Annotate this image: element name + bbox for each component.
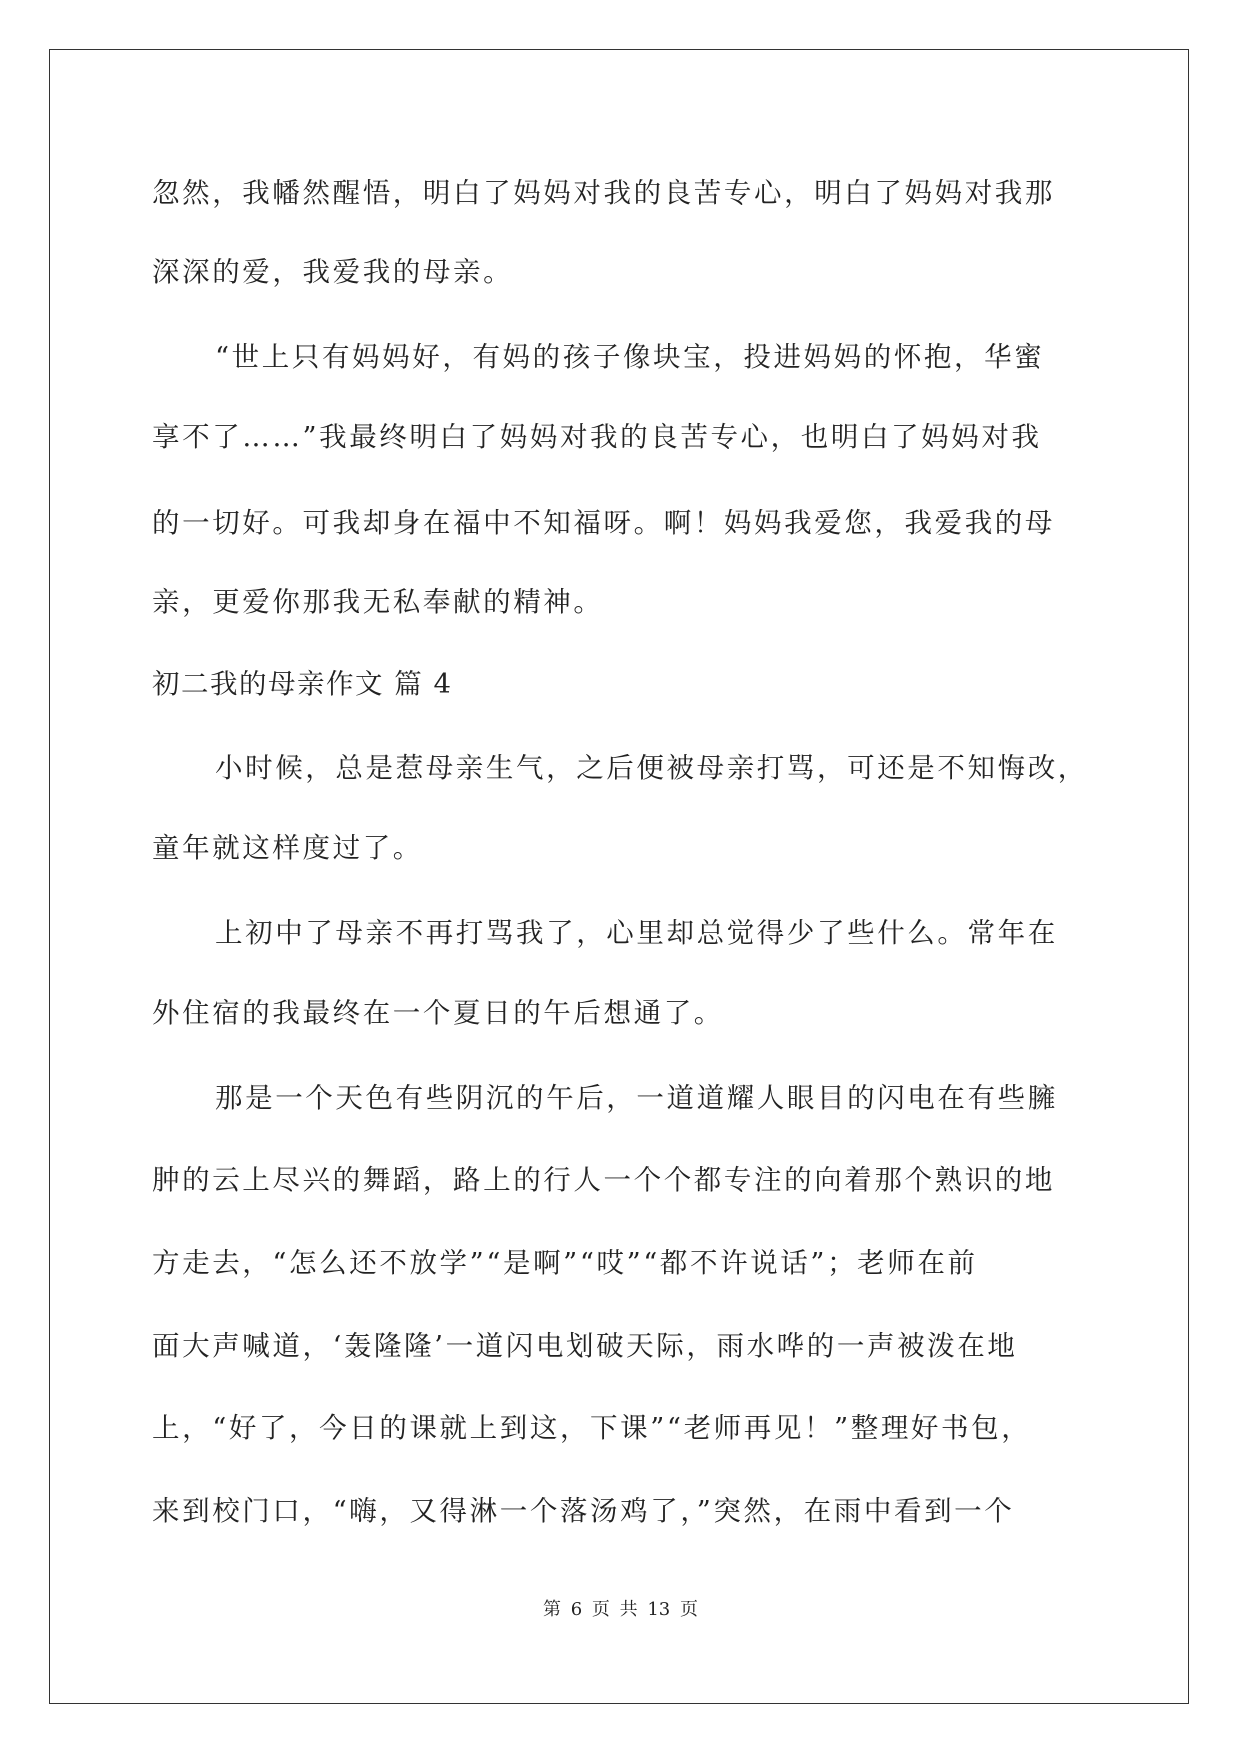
text-line: 上初中了母亲不再打骂我了，心里却总觉得少了些什么。常年在 <box>215 917 1058 949</box>
text-line: 上，“好了，今日的课就上到这，下课”“老师再见！”整理好书包， <box>152 1412 1032 1444</box>
section-heading: 初二我的母亲作文 篇 4 <box>152 668 453 700</box>
page-border <box>49 49 1189 1704</box>
text-line: “世上只有妈妈好，有妈的孩子像块宝，投进妈妈的怀抱，华蜜 <box>215 341 1045 373</box>
text-line: 那是一个天色有些阴沉的午后，一道道耀人眼目的闪电在有些臃 <box>215 1082 1058 1114</box>
text-line: 童年就这样度过了。 <box>152 832 423 864</box>
text-line: 忽然，我幡然醒悟，明白了妈妈对我的良苦专心，明白了妈妈对我那 <box>152 177 1055 209</box>
text-line: 来到校门口，“嗨，又得淋一个落汤鸡了，”突然，在雨中看到一个 <box>152 1495 1015 1527</box>
text-line: 面大声喊道，‘轰隆隆’一道闪电划破天际，雨水哗的一声被泼在地 <box>152 1330 1018 1362</box>
text-line: 小时候，总是惹母亲生气，之后便被母亲打骂，可还是不知悔改， <box>215 752 1088 784</box>
page-number-footer: 第 6 页 共 13 页 <box>543 1599 698 1620</box>
text-line: 享不了……”我最终明白了妈妈对我的良苦专心，也明白了妈妈对我 <box>152 421 1042 453</box>
text-line: 深深的爱，我爱我的母亲。 <box>152 256 514 288</box>
text-line: 肿的云上尽兴的舞蹈，路上的行人一个个都专注的向着那个熟识的地 <box>152 1164 1055 1196</box>
text-line: 亲，更爱你那我无私奉献的精神。 <box>152 586 604 618</box>
text-line: 外住宿的我最终在一个夏日的午后想通了。 <box>152 997 724 1029</box>
text-line: 方走去，“怎么还不放学”“是啊”“哎”“都不许说话”；老师在前 <box>152 1247 978 1279</box>
text-line: 的一切好。可我却身在福中不知福呀。啊！妈妈我爱您，我爱我的母 <box>152 507 1055 539</box>
